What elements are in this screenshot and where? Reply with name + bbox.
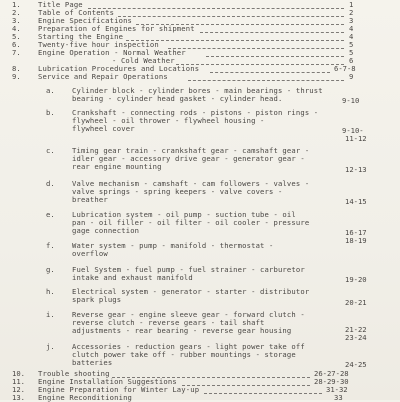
sub-line: Reverse gear - engine sleeve gear - forward clutch - [72,310,305,319]
sub-letter: a. [46,86,55,95]
leader-dash [182,385,310,386]
toc-title: Engine Preparation for Winter Lay-up [38,385,200,394]
toc-num: 3. [12,16,21,25]
sub-line: Water system - pump - manifold - thermostat - [72,241,274,250]
toc-page: 1 [349,0,354,9]
toc-num: 2. [12,8,21,17]
sub-line: breather [72,195,108,204]
toc-num: 10. [12,369,25,378]
sub-letter: e. [46,210,55,219]
sub-line: Accessories - reduction gears - light power take off [72,342,305,351]
sub-page: 19-20 [345,275,367,284]
sub-line: spark plugs [72,295,122,304]
sub-letter: i. [46,310,55,319]
sub-page: 23-24 [345,333,367,342]
toc-title: Engine Reconditioning [38,393,133,402]
sub-page: 20-21 [345,298,367,307]
toc-page: 26-27-28 [314,369,349,378]
toc-title: Trouble shooting [38,369,110,378]
sub-line: Valve mechanism - camshaft - cam followers - valves - [72,179,310,188]
sub-page: 14-15 [345,197,367,206]
toc-page: 31-32 [326,385,348,394]
toc-num: 12. [12,385,25,394]
sub-page: 11-12 [345,134,367,143]
sub-line: batteries [72,358,113,367]
leader-dash [188,80,344,81]
sub-line: Cylinder block - cylinder bores - main bearings - thrust [72,86,323,95]
sub-page: 9-10- [342,126,364,135]
sub-line: intake and exhaust manifold [72,273,193,282]
toc-title: Engine Specifications [38,16,133,25]
sub-line: Crankshaft - connecting rods - pistons - piston rings - [72,108,319,117]
leader-dash [204,393,322,394]
toc-page: 2 [349,8,354,17]
toc-num: 7. [12,48,21,57]
sub-line: rear engine mounting [72,162,162,171]
toc-title: Lubrication Procedures and Locations [38,64,200,73]
sub-line: idler gear - accessory drive gear - generator gear - [72,154,305,163]
sub-page: 9-10 [342,96,360,105]
toc-num: 13. [12,393,25,402]
sub-line: pan - oil filler - oil filter - oil cooler - pressure [72,218,310,227]
toc-title: Twenty-five hour inspection [38,40,159,49]
leader-dash [118,16,344,17]
toc-num: 9. [12,72,21,81]
sub-line: Fuel System - fuel pump - fuel strainer - carburetor [72,265,305,274]
toc-page: 6 [349,56,354,65]
toc-title: Preparation of Engines for shipment [38,24,195,33]
toc-page: 3 [349,16,354,25]
toc-num: 4. [12,24,21,33]
sub-line: Lubrication system - oil pump - suction tube - oil [72,210,296,219]
sub-line: Electrical system - generator - starter - distributor [72,287,310,296]
toc-page: 5 [349,48,354,57]
toc-page: 4 [349,24,354,33]
sub-page: 12-13 [345,165,367,174]
leader-dash [206,56,344,57]
sub-page: 21-22 [345,325,367,334]
sub-letter: j. [46,342,55,351]
leader-dash [168,48,344,49]
toc-page: 4 [349,32,354,41]
toc-num: 11. [12,377,25,386]
sub-letter: d. [46,179,55,188]
toc-page: 28-29-30 [314,377,349,386]
sub-line: reverse clutch - reverse gears - tail shaft [72,318,265,327]
sub-line: Timing gear train - crankshaft gear - camshaft gear - [72,146,310,155]
sub-line: adjustments - rear bearing - reverse gear housing [72,326,292,335]
sub-letter: f. [46,241,55,250]
toc-num: 5. [12,32,21,41]
leader-dash [88,8,344,9]
toc-title: Engine Operation - Normal Weather [38,48,186,57]
sub-line: clutch power take off - rubber mountings - storage [72,350,296,359]
leader-dash [176,64,344,65]
toc-page: 6-7-8 [334,64,356,73]
sub-letter: g. [46,265,55,274]
leader-dash [200,32,344,33]
sub-letter: c. [46,146,55,155]
toc-num: 1. [12,0,21,9]
sub-page: 16-17 [345,228,367,237]
toc-title: Table of Contents [38,8,115,17]
toc-page: 9 [349,72,354,81]
toc-title: Engine Installation Suggestions [38,377,177,386]
sub-line: gage connection [72,226,140,235]
toc-title: Starting the Engine [38,32,124,41]
sub-letter: b. [46,108,55,117]
toc-title: Service and Repair Operations [38,72,168,81]
toc-page: 33 [334,393,343,402]
sub-letter: h. [46,287,55,296]
sub-page: 24-25 [345,360,367,369]
toc-title: - Cold Weather [112,56,175,65]
sub-line: bearing - cylinder head gasket - cylinder head. [72,94,283,103]
toc-num: 6. [12,40,21,49]
toc-num: 8. [12,64,21,73]
sub-line: overflow [72,249,108,258]
leader-dash [210,72,330,73]
sub-line: flywheel cover [72,124,135,133]
toc-title: Title Page [38,0,83,9]
sub-line: valve springs - spring keepers - valve covers - [72,187,283,196]
toc-page: 5 [349,40,354,49]
sub-line: flywheel - oil thrower - flywheel housing - [72,116,265,125]
sub-page: 18-19 [345,236,367,245]
